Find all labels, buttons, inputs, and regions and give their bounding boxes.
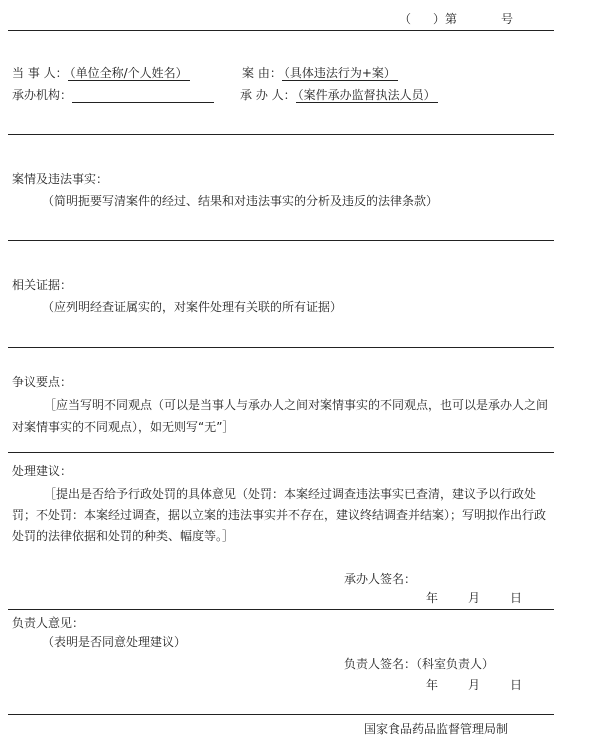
evidence-field[interactable]: （应列明经查证属实的，对案件处理有关联的所有证据）	[42, 300, 343, 314]
org-field[interactable]	[72, 90, 214, 103]
case-row	[242, 64, 398, 81]
doc-number	[399, 10, 513, 27]
case-label: 案 由：	[242, 66, 282, 80]
case-field[interactable]: （具体违法行为+案）	[283, 66, 396, 80]
party-field[interactable]: （单位全称/个人姓名）	[69, 66, 188, 80]
issuer-footer: 国家食品药品监督管理局制	[364, 722, 509, 736]
doc-number-close-paren: ）	[433, 12, 446, 26]
responsible-date-year: 年	[426, 678, 439, 692]
handler-row	[240, 86, 438, 103]
suggestion-field[interactable]: ［提出是否给予行政处罚的具体意见（处罚：本案经过调查违法事实已查清，建议予以行政处罚；不处罚：本案经过调查，据以立案的违法事实并不存在，建议终结调查并结案）；写明拟作出行政处罚的法律依据和处罚的种类、幅度等。］	[12, 487, 547, 543]
facts-title: 案情及违法事实：	[12, 172, 109, 186]
responsible-field[interactable]: （表明是否同意处理建议）	[42, 635, 187, 649]
evidence-title: 相关证据：	[12, 278, 73, 292]
doc-number-open-paren: （	[399, 12, 412, 26]
handler-date-year: 年	[426, 591, 439, 605]
dispute-field[interactable]: ［应当写明不同观点（可以是当事人与承办人之间对案情事实的不同观点，也可以是承办人之间对案情事实的不同观点），如无则写“无”］	[12, 398, 549, 434]
handler-sign-date	[426, 589, 522, 606]
doc-number-di: 第	[445, 12, 458, 26]
divider-suggestion	[8, 609, 554, 610]
responsible-sign-date	[426, 676, 522, 693]
divider-parties	[8, 134, 554, 135]
divider-evidence	[8, 347, 554, 348]
handler-field[interactable]: （案件承办监督执法人员）	[297, 88, 436, 102]
responsible-signature-label: 负责人签名：（科室负责人）	[344, 657, 495, 671]
facts-field[interactable]: （简明扼要写清案件的经过、结果和对违法事实的分析及违反的法律条款）	[42, 194, 439, 208]
org-row	[12, 86, 214, 103]
doc-number-hao: 号	[501, 12, 514, 26]
party-row	[12, 64, 190, 81]
handler-date-day: 日	[510, 591, 523, 605]
handler-date-month: 月	[468, 591, 481, 605]
suggestion-title: 处理建议：	[12, 464, 73, 478]
handler-signature-label: 承办人签名：	[344, 572, 417, 586]
dispute-title: 争议要点：	[12, 375, 73, 389]
responsible-date-day: 日	[510, 678, 523, 692]
responsible-date-month: 月	[468, 678, 481, 692]
divider-bottom	[8, 714, 554, 715]
divider-top	[8, 30, 554, 31]
org-label: 承办机构：	[12, 88, 73, 102]
divider-facts	[8, 240, 554, 241]
party-label: 当 事 人：	[12, 66, 68, 80]
handler-label: 承 办 人：	[240, 88, 296, 102]
responsible-title: 负责人意见：	[12, 616, 85, 630]
divider-dispute	[8, 452, 554, 453]
